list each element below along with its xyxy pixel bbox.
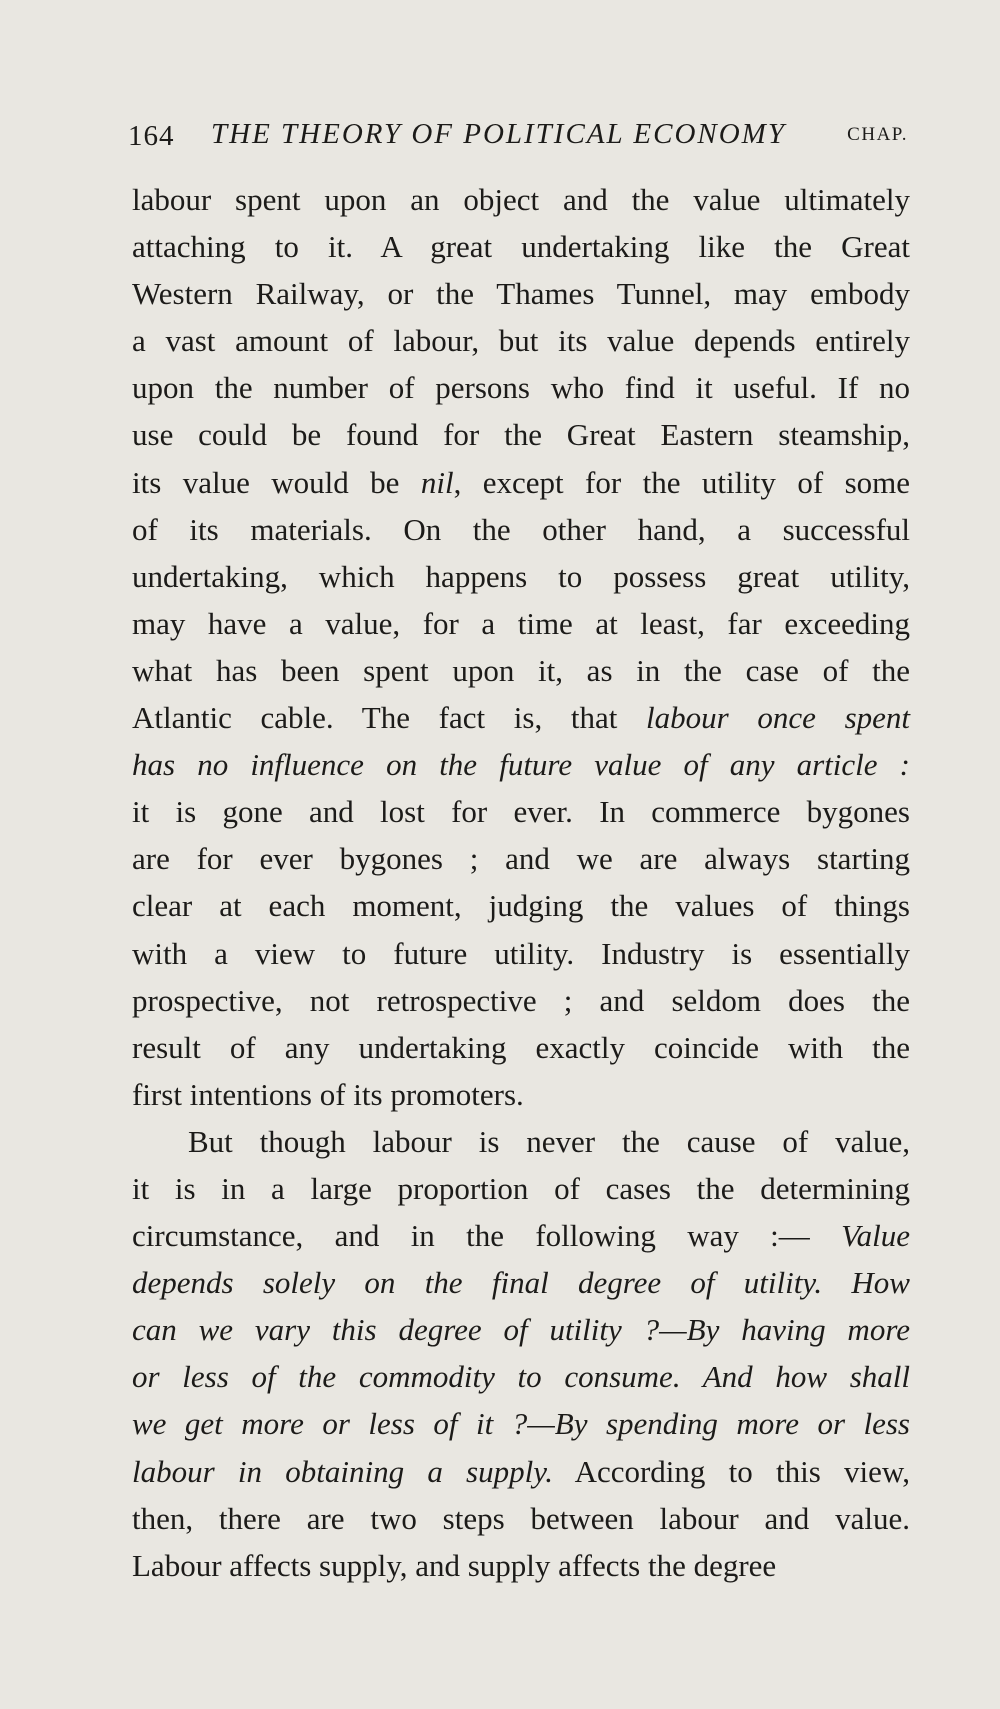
text-line (132, 176, 910, 223)
text-run: what has been spent upon it, as in the case of the (132, 652, 910, 688)
text-run: clear at each moment, judging the values of things (132, 888, 910, 924)
text-run: it is in a large proportion of cases the determining (132, 1170, 910, 1206)
text-line (132, 459, 910, 506)
text-run: Labour affects supply, and supply affects the degree (132, 1547, 777, 1583)
running-title: THE THEORY OF POLITICAL ECONOMY (211, 118, 786, 150)
text-run: Western Railway, or the Thames Tunnel, may embody (132, 276, 910, 312)
text-line (132, 977, 910, 1024)
italic-text: has no influence on the future value of any article : (132, 747, 910, 783)
text-run: upon the number of persons who find it useful. If no (132, 370, 910, 406)
text-line (132, 647, 910, 694)
text-line (132, 1071, 910, 1118)
body-text (132, 176, 910, 1589)
text-line (132, 1259, 910, 1306)
italic-text: we get more or less of it ?—By spending more or less (132, 1406, 910, 1442)
text-run: with a view to future utility. Industry is essentially (132, 935, 910, 971)
text-run: But though labour is never the cause of value, (188, 1123, 910, 1159)
text-line (132, 364, 910, 411)
text-line (132, 1306, 910, 1353)
text-line (132, 1118, 910, 1165)
text-line (132, 411, 910, 458)
italic-text: labour in obtaining a supply. (132, 1453, 554, 1489)
italic-text: Value (841, 1218, 910, 1254)
text-line (132, 694, 910, 741)
text-run: undertaking, which happens to possess great utility, (132, 558, 910, 594)
text-line (132, 1448, 910, 1495)
text-run: its value would be (132, 464, 421, 500)
text-line (132, 930, 910, 977)
text-run: may have a value, for a time at least, far exceeding (132, 605, 910, 641)
page-number: 164 (128, 120, 175, 152)
text-run: of its materials. On the other hand, a successful (132, 511, 910, 547)
text-line (132, 553, 910, 600)
text-run: attaching to it. A great undertaking like the Great (132, 229, 910, 265)
text-line (132, 317, 910, 364)
text-run: then, there are two steps between labour and value. (132, 1500, 910, 1536)
text-run: circumstance, and in the following way :— (132, 1218, 842, 1254)
text-run: result of any undertaking exactly coincide with the (132, 1029, 910, 1065)
text-line (132, 223, 910, 270)
text-run: are for ever bygones ; and we are always starting (132, 841, 910, 877)
italic-text: or less of the commodity to consume. And how shall (132, 1359, 910, 1395)
text-line (132, 600, 910, 647)
text-line (132, 882, 910, 929)
text-line (132, 788, 910, 835)
text-line (132, 506, 910, 553)
text-run: prospective, not retrospective ; and seldom does the (132, 982, 910, 1018)
text-run: labour spent upon an object and the value ultimately (132, 182, 910, 217)
text-line (132, 1495, 910, 1542)
text-run: According to this view, (553, 1453, 911, 1489)
text-line (132, 1400, 910, 1447)
text-run: , except for the utility of some (453, 464, 911, 500)
italic-text: can we vary this degree of utility ?—By having more (132, 1312, 910, 1348)
text-run: first intentions of its promoters. (132, 1076, 524, 1112)
text-line (132, 1353, 910, 1400)
text-line (132, 1212, 910, 1259)
text-run: use could be found for the Great Eastern steamship, (132, 417, 910, 453)
text-line (132, 270, 910, 317)
italic-text: labour once spent (646, 700, 911, 736)
text-line (132, 835, 910, 882)
text-line (132, 1024, 910, 1071)
text-line (132, 741, 910, 788)
text-run: Atlantic cable. The fact is, that (132, 700, 647, 736)
italic-text: nil (420, 464, 454, 500)
text-line (132, 1165, 910, 1212)
text-line (132, 1542, 910, 1589)
running-head (128, 118, 908, 158)
chapter-label: CHAP. (847, 124, 908, 145)
text-run: it is gone and lost for ever. In commerce bygones (132, 794, 910, 830)
italic-text: depends solely on the final degree of utility. How (132, 1265, 910, 1301)
text-run: a vast amount of labour, but its value depends entirely (132, 323, 910, 359)
